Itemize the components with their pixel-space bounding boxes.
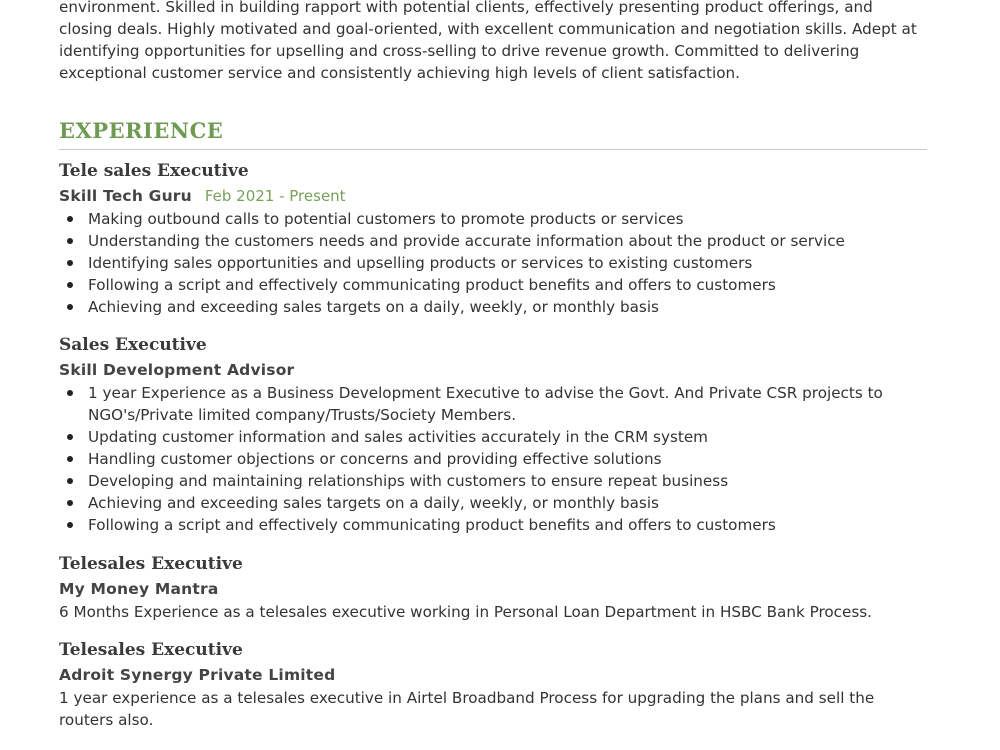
job-title: Sales Executive [59,335,207,355]
job-description: 1 year experience as a telesales executive in Airtel Broadband Process for upgrading the plans and sell the routers also. [59,689,875,729]
bullet-icon [67,282,73,288]
job-dates: Feb 2021 - Present [204,187,346,205]
bullet-icon [67,522,73,528]
job-entry [59,638,927,731]
company-line [59,663,927,687]
bullet-item: Identifying sales opportunities and upselling products or services to existing customers [59,252,927,274]
company-name: Adroit Synergy Private Limited [59,666,336,684]
job-title: Telesales Executive [59,554,243,574]
experience-heading: EXPERIENCE [59,118,224,143]
job-entry [59,333,927,536]
job-bullets [59,382,927,536]
bullet-icon [67,238,73,244]
job-bullets [59,208,927,318]
job-title: Tele sales Executive [59,161,249,181]
bullet-item: 1 year Experience as a Business Development Executive to advise the Govt. And Private CSR projects to NGO's/Private limited company/Trusts/Society Members. [59,382,927,426]
bullet-item: Developing and maintaining relationships with customers to ensure repeat business [59,470,927,492]
bullet-icon [67,434,73,440]
bullet-item: Following a script and effectively communicating product benefits and offers to customers [59,274,927,296]
bullet-item: Achieving and exceeding sales targets on a daily, weekly, or monthly basis [59,492,927,514]
job-title: Telesales Executive [59,640,243,660]
bullet-icon [67,304,73,310]
section-divider [59,149,927,150]
company-line [59,184,927,208]
bullet-icon [67,216,73,222]
bullet-icon [67,456,73,462]
bullet-icon [67,390,73,396]
bullet-item: Achieving and exceeding sales targets on a daily, weekly, or monthly basis [59,296,927,318]
bullet-icon [67,500,73,506]
bullet-item: Handling customer objections or concerns and providing effective solutions [59,448,927,470]
bullet-icon [67,260,73,266]
job-entry [59,552,927,623]
company-name: My Money Mantra [59,580,219,598]
company-line [59,577,927,601]
bullet-icon [67,478,73,484]
company-name: Skill Development Advisor [59,361,295,379]
bullet-item: Updating customer information and sales activities accurately in the CRM system [59,426,927,448]
job-entry [59,159,927,318]
summary-paragraph: environment. Skilled in building rapport with potential clients, effectively presenting product offerings, and closing deals. Highly motivated and goal-oriented, with excellent communication and negotiation skills. Adept at identifying opportunities for upselling and cross-selling to drive revenue growth. Committed to delivering exceptional customer service and consistently achieving high levels of client satisfaction. [59,0,917,82]
bullet-item: Understanding the customers needs and provide accurate information about the product or service [59,230,927,252]
job-description: 6 Months Experience as a telesales executive working in Personal Loan Department in HSBC Bank Process. [59,603,873,621]
company-line [59,358,927,382]
bullet-item: Following a script and effectively communicating product benefits and offers to customers [59,514,927,536]
company-name: Skill Tech Guru [59,187,192,205]
bullet-item: Making outbound calls to potential customers to promote products or services [59,208,927,230]
